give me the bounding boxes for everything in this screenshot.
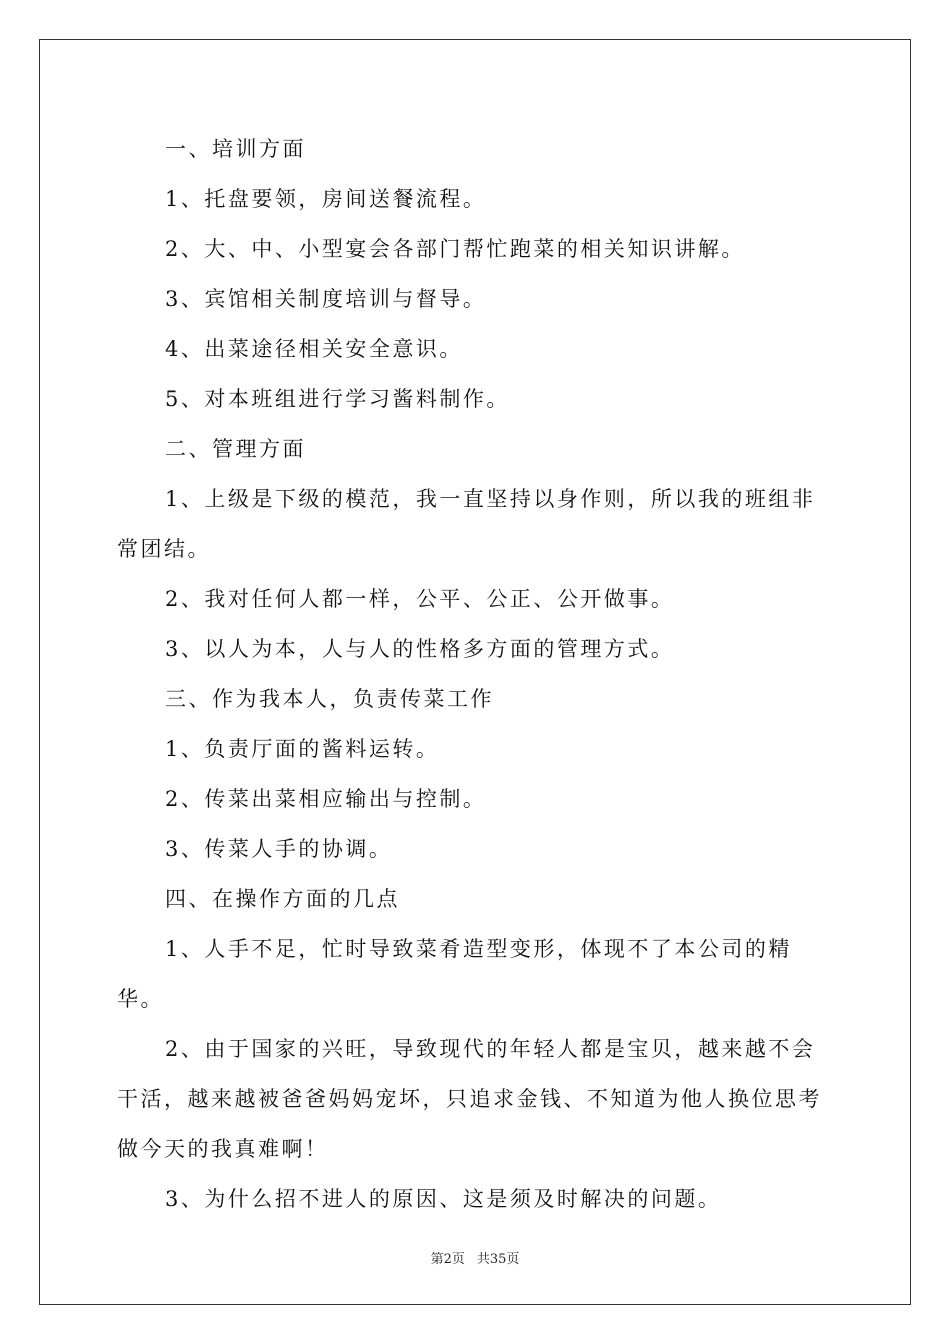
section-heading-training: 一、培训方面 [165, 137, 306, 161]
list-item: 2、由于国家的兴旺，导致现代的年轻人都是宝贝，越来越不会干活，越来越被爸爸妈妈宠坏，只追求金钱、不知道为他人换位思考做今天的我真难啊！ [117, 1037, 822, 1161]
list-item: 3、以人为本，人与人的性格多方面的管理方式。 [165, 637, 675, 661]
list-item: 1、托盘要领，房间送餐流程。 [165, 187, 487, 211]
list-item: 1、负责厅面的酱料运转。 [165, 737, 440, 761]
page-footer [0, 1248, 950, 1267]
list-item: 3、为什么招不进人的原因、这是须及时解决的问题。 [165, 1187, 722, 1211]
page-total: 共35页 [476, 1252, 520, 1267]
list-item: 3、宾馆相关制度培训与督导。 [165, 287, 487, 311]
list-item: 3、传菜人手的协调。 [165, 837, 393, 861]
list-item: 2、大、中、小型宴会各部门帮忙跑菜的相关知识讲解。 [165, 237, 745, 261]
list-item: 1、人手不足，忙时导致菜肴造型变形，体现不了本公司的精华。 [117, 937, 792, 1011]
document-body [117, 124, 837, 1224]
list-item: 4、出菜途径相关安全意识。 [165, 337, 463, 361]
list-item: 1、上级是下级的模范，我一直坚持以身作则，所以我的班组非常团结。 [117, 487, 816, 561]
section-heading-operations: 四、在操作方面的几点 [165, 887, 400, 911]
list-item: 5、对本班组进行学习酱料制作。 [165, 387, 510, 411]
page-number: 第2页 [430, 1252, 465, 1267]
list-item: 2、传菜出菜相应输出与控制。 [165, 787, 487, 811]
section-heading-management: 二、管理方面 [165, 437, 306, 461]
section-heading-personal: 三、作为我本人，负责传菜工作 [165, 687, 494, 711]
list-item: 2、我对任何人都一样，公平、公正、公开做事。 [165, 587, 675, 611]
